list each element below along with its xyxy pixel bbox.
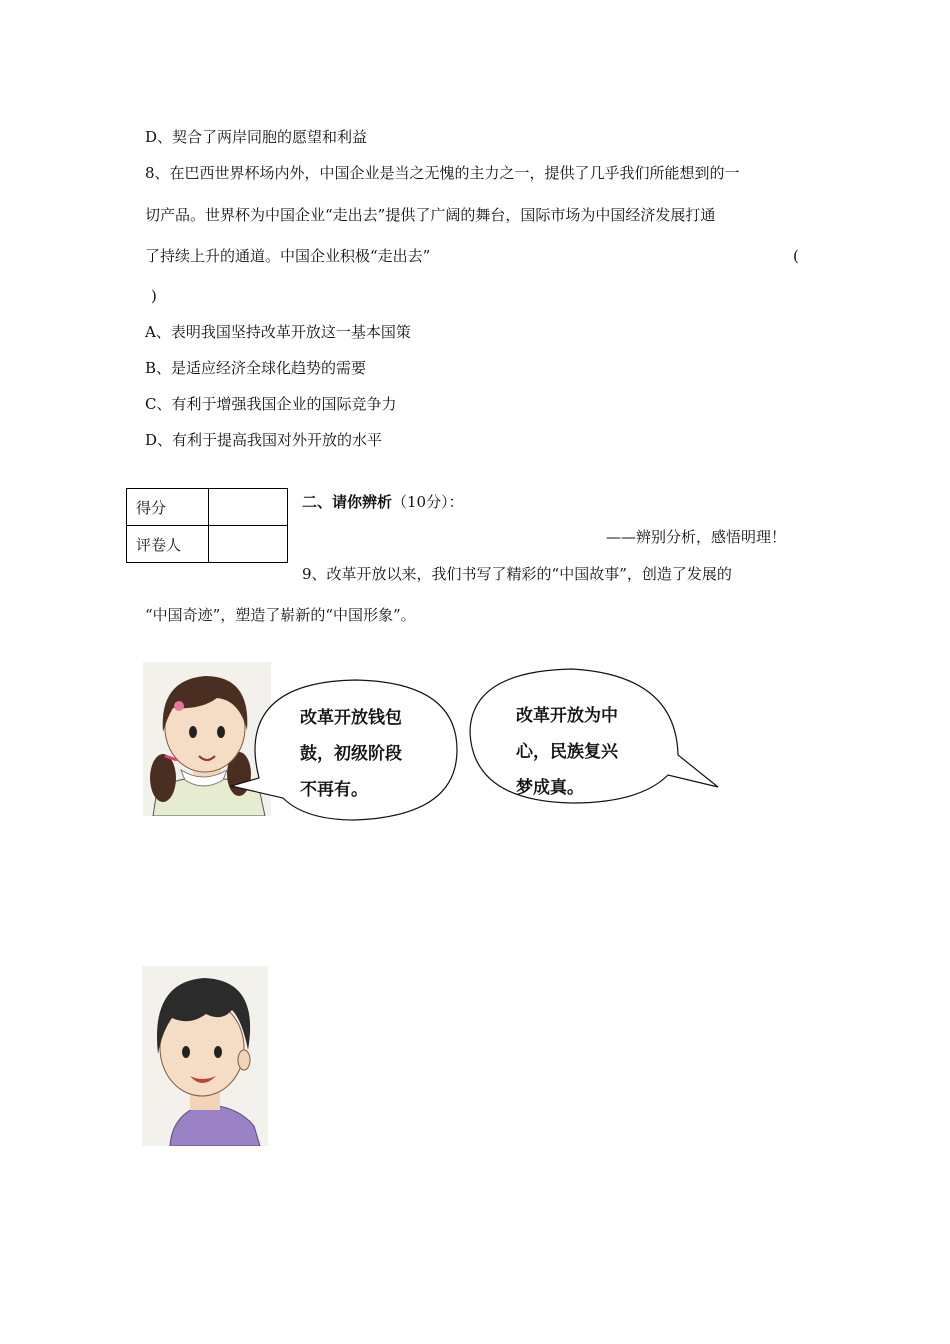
grader-label: 评卷人 (127, 526, 209, 563)
q8-option-c: C、有利于增强我国企业的国际竞争力 (145, 395, 397, 413)
bubble-left-line-1: 改革开放钱包 (300, 708, 402, 728)
bubble-left-line-3: 不再有。 (300, 780, 368, 800)
answer-paren-close: ) (151, 287, 157, 305)
q9-stem-line-2: “中国奇迹”，塑造了崭新的“中国形象”。 (145, 606, 416, 624)
section-2-heading (302, 492, 464, 512)
q8-stem-line-3: 了持续上升的通道。中国企业积极“走出去” (145, 247, 431, 265)
q8-stem-line-1: 8、在巴西世界杯场内外，中国企业是当之无愧的主力之一，提供了几乎我们所能想到的一 (145, 164, 740, 182)
section-2-points: （10分）： (392, 493, 464, 511)
grader-cell[interactable] (209, 526, 288, 563)
bubble-right-line-2: 心，民族复兴 (516, 742, 618, 762)
answer-paren-open: ( (793, 247, 799, 265)
q8-stem-line-2: 切产品。世界杯为中国企业“走出去”提供了广阔的舞台，国际市场为中国经济发展打通 (145, 206, 716, 224)
q8-option-b: B、是适应经济全球化趋势的需要 (145, 359, 367, 377)
section-2-title: 二、请你辨析 (302, 493, 393, 511)
bubble-right-line-3: 梦成真。 (516, 778, 584, 798)
q8-option-d: D、有利于提高我国对外开放的水平 (145, 431, 383, 449)
bubble-left-line-2: 鼓，初级阶段 (300, 744, 402, 764)
q8-option-a: A、表明我国坚持改革开放这一基本国策 (145, 323, 411, 341)
score-cell[interactable] (209, 489, 288, 526)
score-table (126, 488, 288, 563)
q9-stem-line-1: 9、改革开放以来，我们书写了精彩的“中国故事”，创造了发展的 (302, 565, 732, 583)
score-label: 得分 (127, 489, 209, 526)
bubble-right-line-1: 改革开放为中 (516, 706, 618, 726)
boy-illustration (142, 966, 268, 1146)
section-2-motto: ——辨别分析，感悟明理！ (606, 528, 787, 546)
q7-option-d: D、契合了两岸同胞的愿望和利益 (145, 128, 368, 146)
